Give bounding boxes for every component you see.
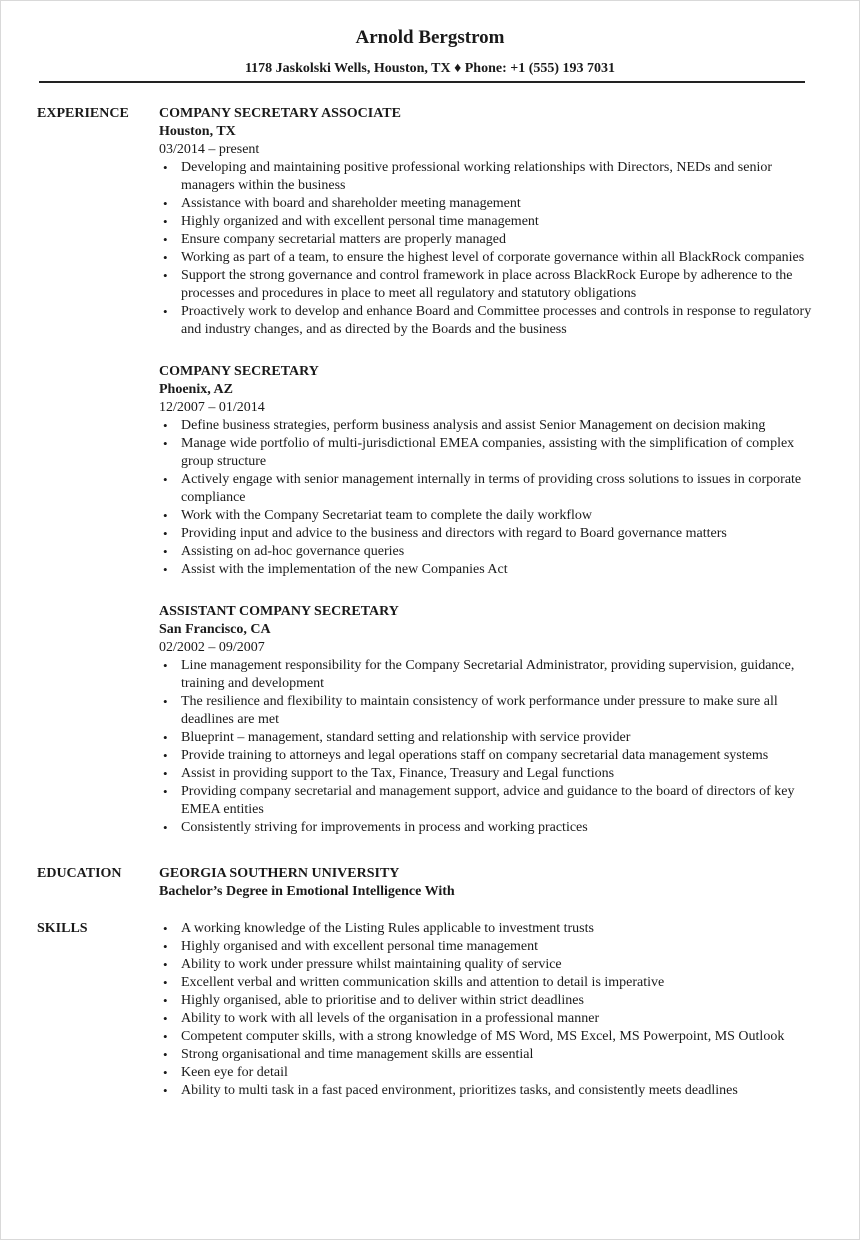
experience-section xyxy=(37,105,859,837)
header-divider xyxy=(39,81,805,83)
list-item: • Highly organized and with excellent personal time management xyxy=(159,213,813,231)
contact-line: 1178 Jaskolski Wells, Houston, TX ♦ Phone: +1 (555) 193 7031 xyxy=(244,61,616,76)
list-item: • Assisting on ad-hoc governance queries xyxy=(159,543,813,561)
list-item: • Line management responsibility for the Company Secretarial Administrator, providing supervision, guidance, training and development xyxy=(159,657,813,693)
job-location: Phoenix, AZ xyxy=(159,382,233,397)
education-body xyxy=(159,865,813,901)
job-dates: 12/2007 – 01/2014 xyxy=(159,400,265,415)
list-item: • Consistently striving for improvements in process and working practices xyxy=(159,819,813,837)
list-item: • Highly organised and with excellent personal time management xyxy=(159,938,813,956)
list-item: • Providing company secretarial and management support, advice and guidance to the board of directors of key EMEA entities xyxy=(159,783,813,819)
job-dates: 03/2014 – present xyxy=(159,142,260,157)
list-item: • Assist in providing support to the Tax, Finance, Treasury and Legal functions xyxy=(159,765,813,783)
list-item: • Working as part of a team, to ensure the highest level of corporate governance within all BlackRock companies xyxy=(159,249,813,267)
list-item: • Ability to work under pressure whilst maintaining quality of service xyxy=(159,956,813,974)
list-item: • Support the strong governance and control framework in place across BlackRock Europe by adherence to the processes and procedures in place to meet all regulatory and statutory obligations xyxy=(159,267,813,303)
school-name: GEORGIA SOUTHERN UNIVERSITY xyxy=(159,866,400,881)
job-entry xyxy=(159,363,813,579)
list-item: • Manage wide portfolio of multi-jurisdictional EMEA companies, assisting with the simplification of complex group structure xyxy=(159,435,813,471)
experience-body xyxy=(159,105,813,837)
list-item: • Blueprint – management, standard setting and relationship with service provider xyxy=(159,729,813,747)
job-dates: 02/2002 – 09/2007 xyxy=(159,640,265,655)
job-title: COMPANY SECRETARY ASSOCIATE xyxy=(159,106,401,121)
job-entry xyxy=(159,105,813,339)
list-item: • Proactively work to develop and enhance Board and Committee processes and controls in response to regulatory and industry changes, and as directed by the Boards and the business xyxy=(159,303,813,339)
list-item: • Assist with the implementation of the new Companies Act xyxy=(159,561,813,579)
resume-header xyxy=(1,1,859,83)
list-item: • Define business strategies, perform business analysis and assist Senior Management on decision making xyxy=(159,417,813,435)
experience-label: EXPERIENCE xyxy=(37,106,129,121)
job-location: Houston, TX xyxy=(159,124,236,139)
list-item: • Ability to work with all levels of the organisation in a professional manner xyxy=(159,1010,813,1028)
degree-name: Bachelor’s Degree in Emotional Intelligence With xyxy=(159,884,455,899)
list-item: • Provide training to attorneys and legal operations staff on company secretarial data management systems xyxy=(159,747,813,765)
candidate-name: Arnold Bergstrom xyxy=(355,27,505,48)
list-item: • Work with the Company Secretariat team to complete the daily workflow xyxy=(159,507,813,525)
list-item: • Providing input and advice to the business and directors with regard to Board governance matters xyxy=(159,525,813,543)
list-item: • Competent computer skills, with a strong knowledge of MS Word, MS Excel, MS Powerpoint, MS Outlook xyxy=(159,1028,813,1046)
list-item: • Highly organised, able to prioritise and to deliver within strict deadlines xyxy=(159,992,813,1010)
list-item: • Excellent verbal and written communication skills and attention to detail is imperative xyxy=(159,974,813,992)
skills-body xyxy=(159,920,813,1100)
list-item: • Ability to multi task in a fast paced environment, prioritizes tasks, and consistently meets deadlines xyxy=(159,1082,813,1100)
education-section xyxy=(37,865,859,901)
list-item: • Developing and maintaining positive professional working relationships with Directors, NEDs and senior managers within the business xyxy=(159,159,813,195)
job-entry xyxy=(159,603,813,837)
job-bullets xyxy=(159,657,813,837)
list-item: • Actively engage with senior management internally in terms of providing cross solutions to issues in corporate compliance xyxy=(159,471,813,507)
skills-section xyxy=(37,920,859,1100)
job-title: ASSISTANT COMPANY SECRETARY xyxy=(159,604,399,619)
job-bullets xyxy=(159,159,813,339)
job-title: COMPANY SECRETARY xyxy=(159,364,319,379)
list-item: • Strong organisational and time management skills are essential xyxy=(159,1046,813,1064)
skills-label: SKILLS xyxy=(37,921,88,936)
skills-list xyxy=(159,920,813,1100)
job-bullets xyxy=(159,417,813,579)
list-item: • The resilience and flexibility to maintain consistency of work performance under pressure to make sure all deadlines are met xyxy=(159,693,813,729)
education-label: EDUCATION xyxy=(37,866,122,881)
list-item: • A working knowledge of the Listing Rules applicable to investment trusts xyxy=(159,920,813,938)
list-item: • Ensure company secretarial matters are properly managed xyxy=(159,231,813,249)
list-item: • Assistance with board and shareholder meeting management xyxy=(159,195,813,213)
list-item: • Keen eye for detail xyxy=(159,1064,813,1082)
job-location: San Francisco, CA xyxy=(159,622,271,637)
